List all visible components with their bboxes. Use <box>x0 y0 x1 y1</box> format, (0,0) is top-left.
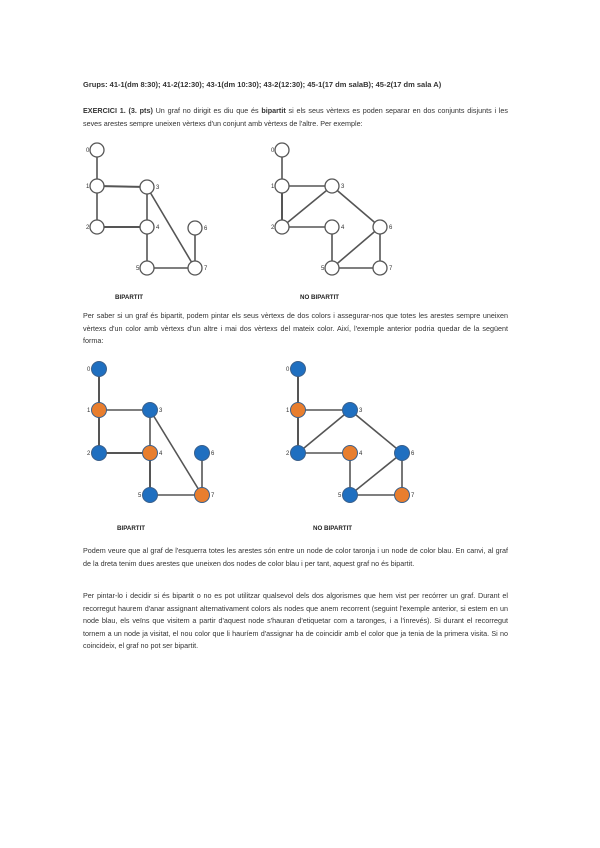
label-right-6: 6 <box>389 225 393 231</box>
clabel-left-3: 3 <box>159 408 163 414</box>
cnode-right-0 <box>291 362 306 377</box>
figure1-left-caption: BIPARTIT <box>115 294 144 301</box>
intro-bipartit-term: bipartit <box>261 106 286 115</box>
clabel-left-5: 5 <box>138 493 142 499</box>
clabel-right-5: 5 <box>338 493 342 499</box>
exercise-title: EXERCICI 1. (3. pts) <box>83 106 153 115</box>
cnode-left-0 <box>92 362 107 377</box>
cnode-right-6 <box>395 446 410 461</box>
label-right-2: 2 <box>271 225 275 231</box>
clabel-right-2: 2 <box>286 451 290 457</box>
paragraph-3: Podem veure que al graf de l'esquerra totes les arestes són entre un node de color taronja i un node de color blau. En canvi, al graf de la dreta tenim dues arestes que uneixen dos nodes de color blau i per tant, aquest graf no és bipartit. <box>83 546 508 568</box>
cnode-right-7 <box>395 488 410 503</box>
intro-text-a: Un graf no dirigit es diu que és <box>152 106 262 115</box>
cnode-right-3 <box>343 403 358 418</box>
label-left-3: 3 <box>156 185 160 191</box>
cnode-left-2 <box>92 446 107 461</box>
cnode-left-1 <box>92 403 107 418</box>
clabel-left-0: 0 <box>87 367 91 373</box>
paragraph-4: Per pintar-lo i decidir si és bipartit o no es pot utilitzar qualsevol dels dos algorismes que hem vist per recórrer un graf. Durant el recorregut haurem d'anar assignant alternativament colors als nodes que anem recorrent (seguint l'exemple anterior, si estem en un node blau, els veïns que visitem a partir d'aquest node s'hauran d'etiquetar com a taronges, i a l'inrevés). Si durant el recorregut tornem a un node ja visitat, el nou color que li hauríem d'assignar ha de coincidir amb el color que ja tenia de la primera visita. Si no coincideix, el graf no pot ser bipartit. <box>83 591 508 650</box>
intro-text-b: si els seus vèrtexs es poden separar en dos conjunts disjunts i les seves arestes sempre uneixen vèrtexs d'un conjunt amb vèrtexs de l'altre. Per exemple: <box>83 106 509 128</box>
groups-line: Grups: 41-1(dm 8:30); 41-2(12:30); 43-1(dm 10:30); 43-2(12:30); 45-1(17 dm salaB); 45-2(17 dm sala A) <box>83 80 442 89</box>
figure1-right-caption: NO BIPARTIT <box>300 294 340 301</box>
cnode-left-7 <box>195 488 210 503</box>
clabel-right-7: 7 <box>411 493 415 499</box>
clabel-right-6: 6 <box>411 451 415 457</box>
cnode-right-4 <box>343 446 358 461</box>
clabel-left-7: 7 <box>211 493 215 499</box>
clabel-left-4: 4 <box>159 451 163 457</box>
clabel-left-2: 2 <box>87 451 91 457</box>
label-left-6: 6 <box>204 226 208 232</box>
clabel-right-1: 1 <box>286 408 290 414</box>
clabel-right-4: 4 <box>359 451 363 457</box>
clabel-right-3: 3 <box>359 408 363 414</box>
label-left-7: 7 <box>204 266 208 272</box>
label-right-7: 7 <box>389 266 393 272</box>
clabel-right-0: 0 <box>286 367 290 373</box>
clabel-left-1: 1 <box>87 408 91 414</box>
paragraph-2: Per saber si un graf és bipartit, podem pintar els seus vèrtexs de dos colors i assegurar-nos que totes les arestes sempre uneixen vèrtexs d'un color amb vèrtexs d'un altre i mai dos vèrtexs del mateix color. Així, l'exemple anterior podria quedar de la següent forma: <box>83 311 508 345</box>
cnode-left-4 <box>143 446 158 461</box>
cnode-left-3 <box>143 403 158 418</box>
label-right-0: 0 <box>271 148 275 154</box>
label-right-5: 5 <box>321 266 325 272</box>
figure2-right-caption: NO BIPARTIT <box>313 525 353 532</box>
label-right-3: 3 <box>341 184 345 190</box>
label-right-4: 4 <box>341 225 345 231</box>
label-left-2: 2 <box>86 225 90 231</box>
cnode-right-2 <box>291 446 306 461</box>
cnode-right-5 <box>343 488 358 503</box>
cnode-left-5 <box>143 488 158 503</box>
label-left-1: 1 <box>86 184 90 190</box>
cnode-right-1 <box>291 403 306 418</box>
cnode-left-6 <box>195 446 210 461</box>
label-left-0: 0 <box>86 148 90 154</box>
label-left-4: 4 <box>156 225 160 231</box>
clabel-left-6: 6 <box>211 451 215 457</box>
label-left-5: 5 <box>136 266 140 272</box>
figure2-left-caption: BIPARTIT <box>117 525 146 532</box>
label-right-1: 1 <box>271 184 275 190</box>
